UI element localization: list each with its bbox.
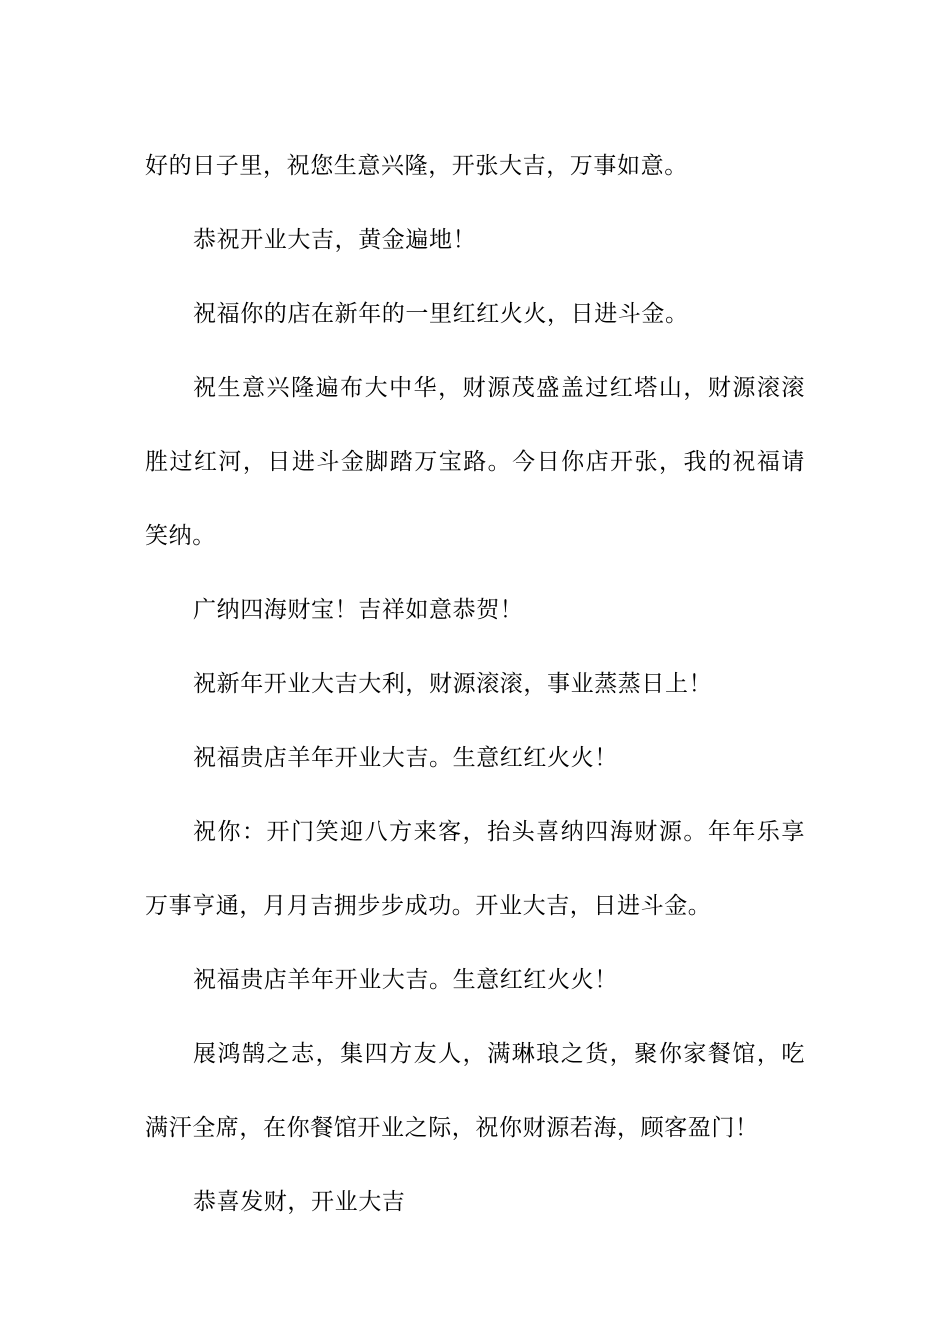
paragraph-9: 祝福贵店羊年开业大吉。生意红红火火！ [193, 967, 618, 993]
paragraph-5: 广纳四海财宝！吉祥如意恭贺！ [193, 597, 524, 623]
paragraph-7: 祝福贵店羊年开业大吉。生意红红火火！ [193, 745, 618, 771]
paragraph-8: 祝你：开门笑迎八方来客，抬头喜纳四海财源。年年乐享万事亨通，月月吉拥步步成功。开业大吉，日进斗金。 [145, 819, 805, 919]
paragraph-4: 祝生意兴隆遍布大中华，财源茂盛盖过红塔山，财源滚滚胜过红河，日进斗金脚踏万宝路。今日你店开张，我的祝福请笑纳。 [145, 375, 805, 549]
paragraph-11: 恭喜发财，开业大吉 [193, 1189, 406, 1215]
paragraph-2: 恭祝开业大吉，黄金遍地！ [193, 227, 477, 253]
document-body [145, 129, 805, 1239]
paragraph-10: 展鸿鹄之志，集四方友人，满琳琅之货，聚你家餐馆，吃满汗全席，在你餐馆开业之际，祝你财源若海，顾客盈门！ [145, 1041, 805, 1141]
paragraph-6: 祝新年开业大吉大利，财源滚滚，事业蒸蒸日上！ [193, 671, 713, 697]
paragraph-1: 好的日子里，祝您生意兴隆，开张大吉，万事如意。 [145, 153, 688, 179]
paragraph-3: 祝福你的店在新年的一里红红火火，日进斗金。 [193, 301, 689, 327]
